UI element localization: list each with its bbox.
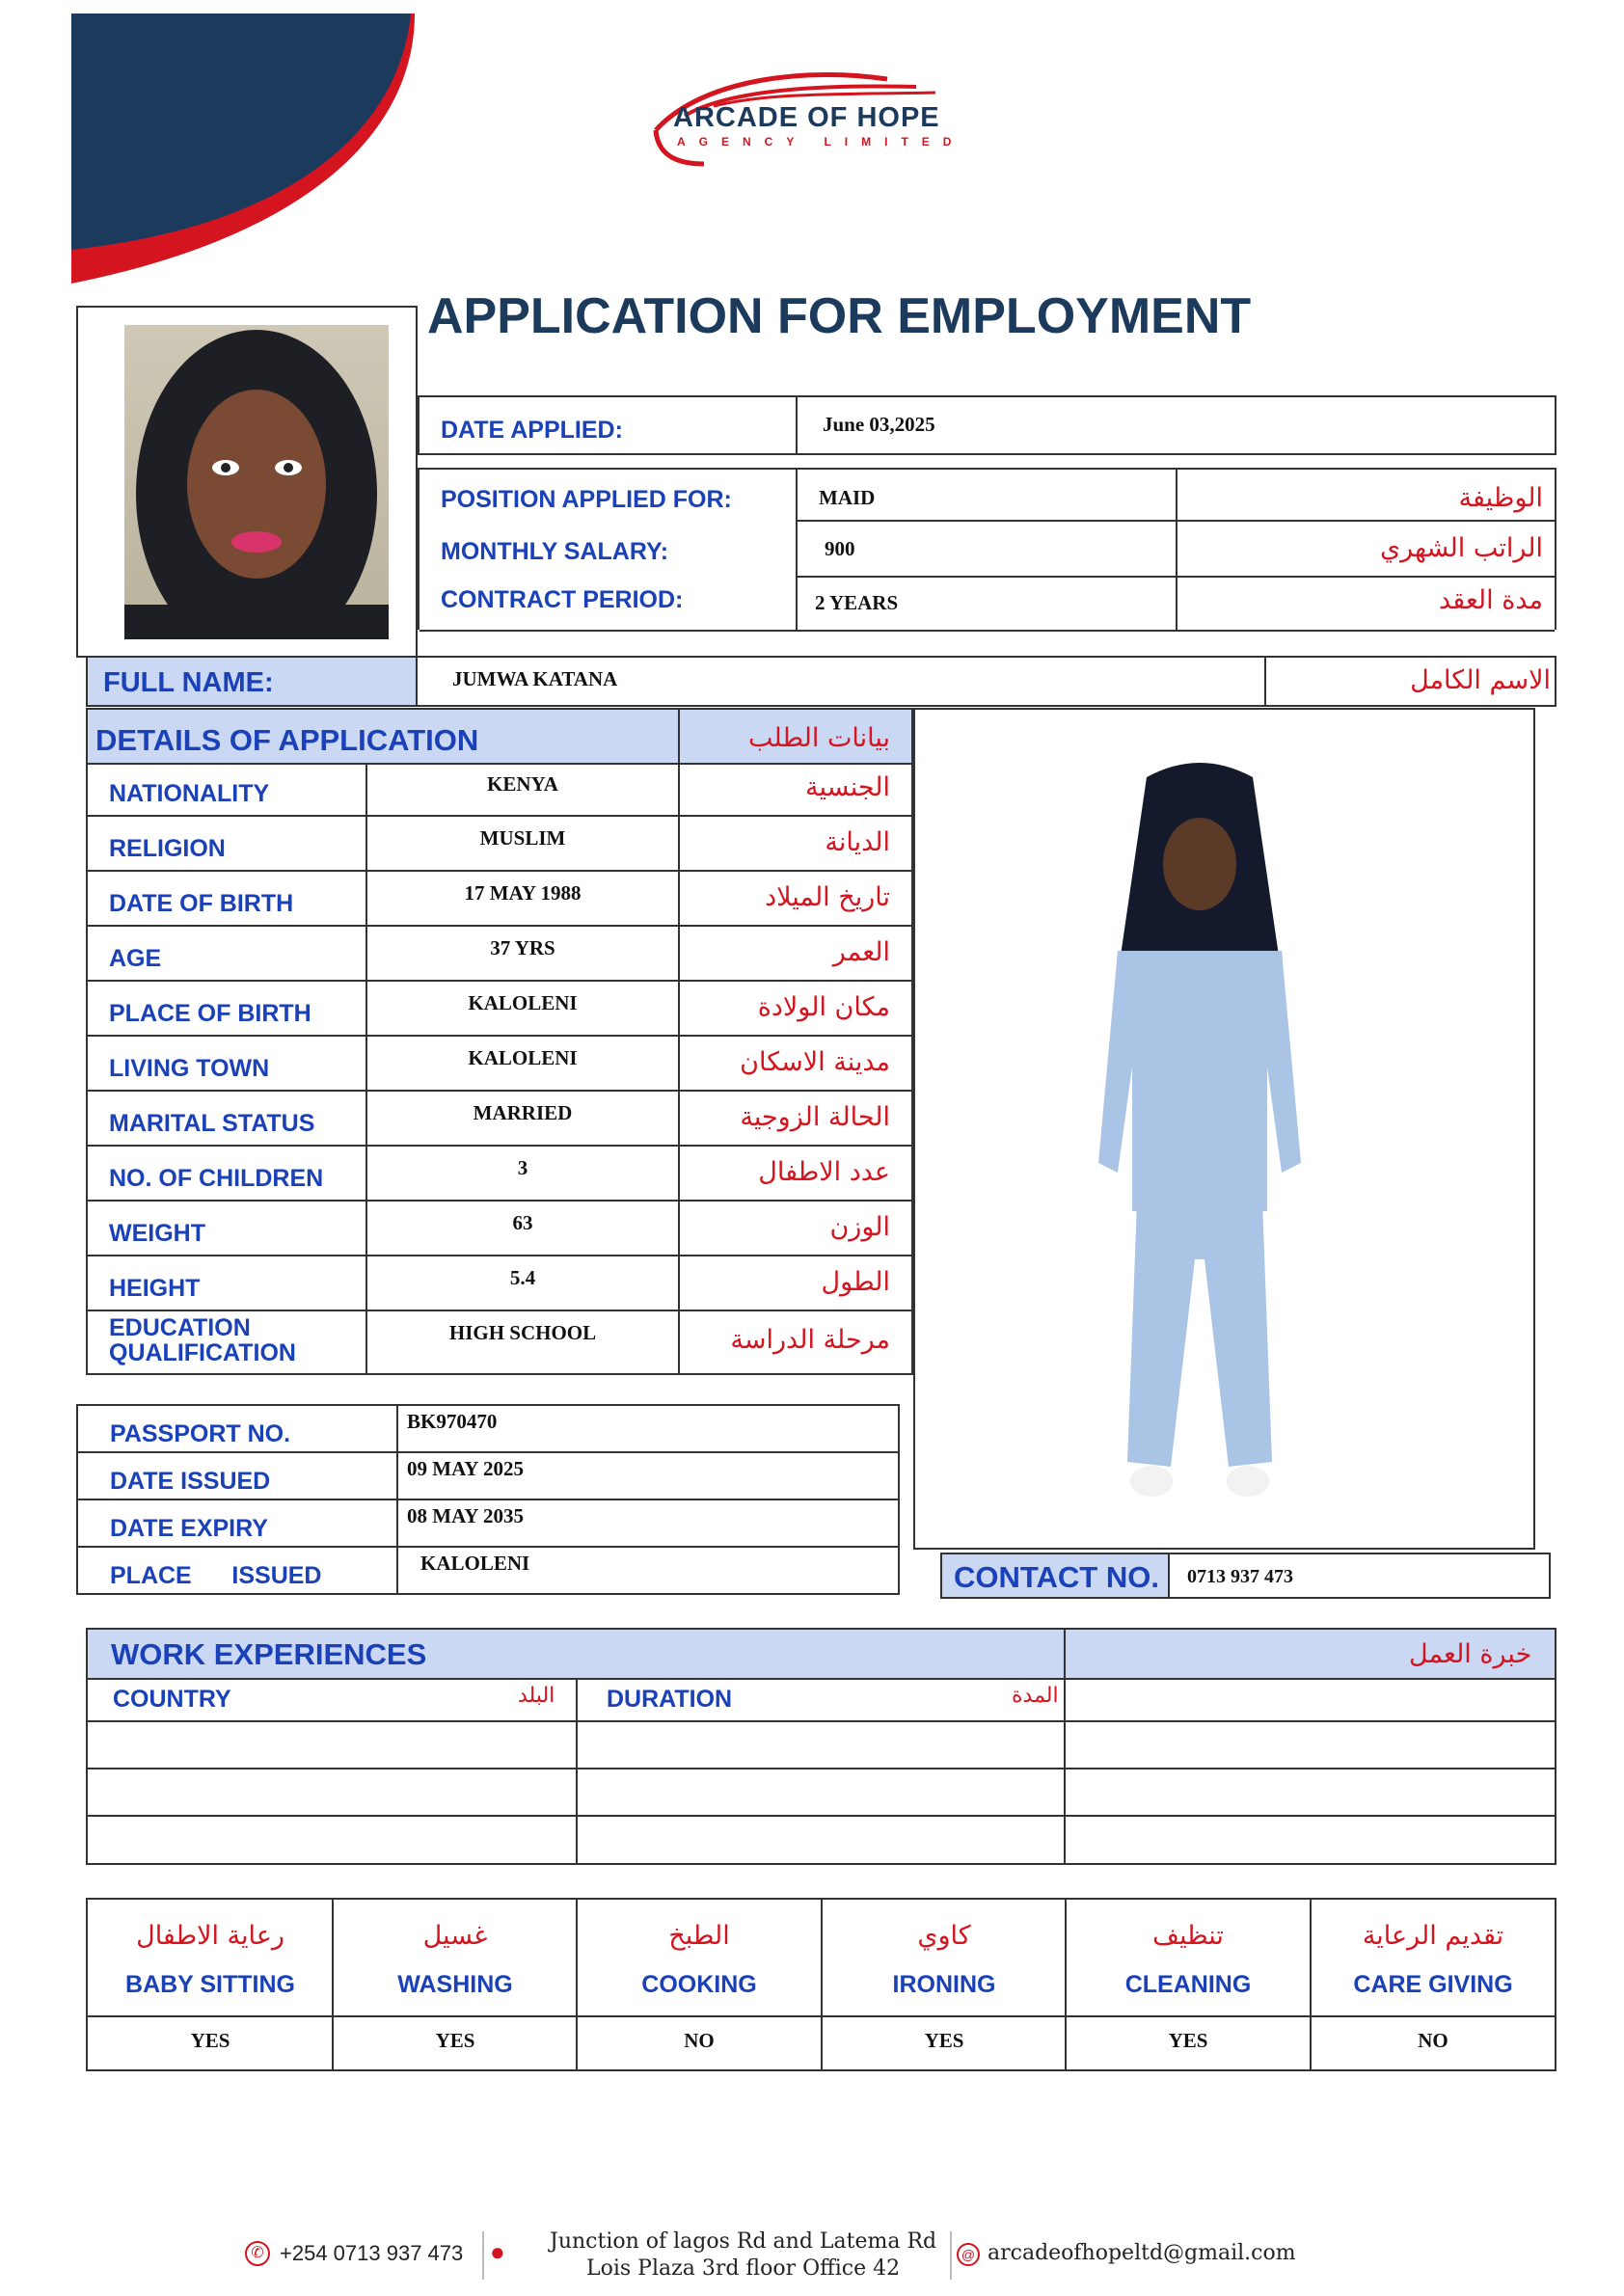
work-header: WORK EXPERIENCES xyxy=(111,1637,427,1671)
skill-value: YES xyxy=(1168,2029,1208,2052)
details-row-arabic: تاريخ الميلاد xyxy=(765,882,890,912)
details-row-arabic: مرحلة الدراسة xyxy=(730,1325,890,1355)
details-row-label: DATE OF BIRTH xyxy=(109,890,294,917)
details-row xyxy=(88,1256,911,1311)
contact-value: 0713 937 473 xyxy=(1187,1566,1293,1587)
details-row-arabic: مكان الولادة xyxy=(757,992,890,1022)
details-row-arabic: مدينة الاسكان xyxy=(740,1047,890,1077)
details-row-arabic: الوزن xyxy=(829,1212,890,1242)
details-row-value: KALOLENI xyxy=(468,1046,578,1069)
details-row-label: EDUCATION QUALIFICATION xyxy=(109,1314,296,1366)
skill-value: YES xyxy=(924,2029,964,2052)
salary-label: MONTHLY SALARY: xyxy=(441,538,669,565)
details-row-value: MARRIED xyxy=(473,1101,573,1124)
contract-arabic: مدة العقد xyxy=(1439,585,1543,615)
details-row-label: WEIGHT xyxy=(109,1220,205,1247)
date-applied-value: June 03,2025 xyxy=(823,413,935,436)
details-row-value: 5.4 xyxy=(509,1266,536,1289)
skill-cell xyxy=(1066,1900,1311,2069)
details-row-label: HEIGHT xyxy=(109,1275,201,1302)
skill-label: BABY SITTING xyxy=(125,1971,295,1998)
passport-row-label: DATE EXPIRY xyxy=(110,1515,268,1542)
details-row-label: NO. OF CHILDREN xyxy=(109,1165,324,1192)
skill-label: WASHING xyxy=(397,1971,513,1998)
position-arabic: الوظيفة xyxy=(1458,483,1543,513)
skill-value: YES xyxy=(435,2029,475,2052)
details-row-value: KENYA xyxy=(487,772,558,796)
details-row-label: LIVING TOWN xyxy=(109,1055,270,1082)
passport-row-label: PASSPORT NO. xyxy=(110,1420,291,1447)
header-decoration xyxy=(71,14,415,284)
footer xyxy=(0,2218,1624,2285)
skill-arabic: الطبخ xyxy=(668,1921,730,1951)
details-row-value: 37 YRS xyxy=(490,936,555,959)
details-row-arabic: الحالة الزوجية xyxy=(740,1102,890,1132)
details-row xyxy=(88,1202,911,1256)
details-row-value: MUSLIM xyxy=(479,826,566,850)
details-row-label: RELIGION xyxy=(109,835,226,862)
full-body-photo-frame xyxy=(913,708,1535,1550)
agency-logo xyxy=(646,68,974,174)
details-row xyxy=(88,1311,911,1373)
full-name-arabic: الاسم الكامل xyxy=(1410,665,1551,695)
skill-label: CARE GIVING xyxy=(1353,1971,1513,1998)
footer-address-line2: Lois Plaza 3rd floor Office 42 xyxy=(586,2256,901,2281)
work-header-arabic: خبرة العمل xyxy=(1409,1639,1532,1669)
portrait-photo-frame xyxy=(76,306,418,658)
skill-arabic: غسيل xyxy=(422,1921,488,1951)
details-row-label: AGE xyxy=(109,945,162,972)
details-header-arabic: بيانات الطلب xyxy=(748,723,890,753)
skill-cell xyxy=(577,1900,822,2069)
full-name-label: FULL NAME: xyxy=(103,667,274,698)
skill-label: IRONING xyxy=(892,1971,996,1998)
details-row-arabic: العمر xyxy=(832,937,890,967)
passport-row-label: PLACE ISSUED xyxy=(110,1562,322,1589)
passport-row-value: 09 MAY 2025 xyxy=(407,1457,524,1480)
details-row xyxy=(88,927,911,982)
skill-arabic: تقديم الرعاية xyxy=(1362,1921,1504,1951)
full-body-photo xyxy=(1089,758,1311,1510)
footer-email: arcadeofhopeltd@gmail.com xyxy=(988,2241,1296,2265)
skill-cell xyxy=(88,1900,333,2069)
skill-cell xyxy=(1311,1900,1556,2069)
position-value: MAID xyxy=(819,486,876,509)
details-row-value: 63 xyxy=(512,1211,533,1234)
passport-row-label: DATE ISSUED xyxy=(110,1468,271,1495)
details-row-label: MARITAL STATUS xyxy=(109,1110,315,1137)
skill-value: YES xyxy=(190,2029,230,2052)
job-info-table xyxy=(418,468,1556,630)
details-row-value: 3 xyxy=(517,1156,528,1179)
skill-value: NO xyxy=(1418,2029,1448,2052)
logo-subtitle: AGENCY LIMITED xyxy=(677,135,965,149)
details-row-arabic: الجنسية xyxy=(804,772,890,802)
contact-label: CONTACT NO. xyxy=(954,1560,1159,1594)
skill-cell xyxy=(333,1900,578,2069)
footer-phone: +254 0713 937 473 xyxy=(280,2241,464,2265)
passport-row-value: BK970470 xyxy=(407,1410,498,1433)
details-header: DETAILS OF APPLICATION xyxy=(95,723,479,757)
email-icon: @ xyxy=(957,2243,980,2266)
date-applied-label: DATE APPLIED: xyxy=(441,417,623,444)
duration-column-arabic: المدة xyxy=(1012,1684,1059,1708)
page-title: APPLICATION FOR EMPLOYMENT xyxy=(427,288,1252,344)
skill-label: COOKING xyxy=(641,1971,757,1998)
date-applied-row xyxy=(418,395,1556,455)
details-row-arabic: عدد الاطفال xyxy=(758,1157,890,1187)
details-row-arabic: الطول xyxy=(821,1267,890,1297)
country-column-header: COUNTRY xyxy=(113,1686,231,1713)
details-row xyxy=(88,1147,911,1202)
details-row xyxy=(88,763,911,817)
details-row xyxy=(88,1037,911,1092)
skill-arabic: كاوي xyxy=(917,1921,971,1951)
skill-label: CLEANING xyxy=(1124,1971,1252,1998)
details-row-arabic: الديانة xyxy=(825,827,890,857)
work-experience-table xyxy=(86,1628,1556,1865)
contract-label: CONTRACT PERIOD: xyxy=(441,586,684,613)
contract-value: 2 YEARS xyxy=(815,591,899,614)
details-row-value: 17 MAY 1988 xyxy=(464,881,582,905)
skill-cell xyxy=(822,1900,1067,2069)
details-row xyxy=(88,982,911,1037)
details-row-label: NATIONALITY xyxy=(109,780,270,807)
full-name-row xyxy=(86,656,1556,707)
duration-column-header: DURATION xyxy=(607,1686,733,1713)
logo-name: ARCADE OF HOPE xyxy=(673,102,940,133)
details-row-label: PLACE OF BIRTH xyxy=(109,1000,311,1027)
portrait-photo xyxy=(124,325,389,639)
details-row xyxy=(88,1092,911,1147)
country-column-arabic: البلد xyxy=(518,1684,555,1708)
salary-arabic: الراتب الشهري xyxy=(1379,533,1543,563)
salary-value: 900 xyxy=(825,537,855,560)
footer-address-line1: Junction of lagos Rd and Latema Rd xyxy=(550,2229,937,2254)
position-label: POSITION APPLIED FOR: xyxy=(441,486,732,513)
passport-row-value: 08 MAY 2035 xyxy=(407,1504,524,1527)
location-pin-icon: ● xyxy=(490,2237,505,2266)
phone-icon: ✆ xyxy=(245,2241,270,2266)
details-row-value: HIGH SCHOOL xyxy=(448,1321,597,1344)
skill-arabic: تنظيف xyxy=(1152,1921,1224,1951)
details-row-value: KALOLENI xyxy=(468,991,578,1014)
details-row xyxy=(88,817,911,872)
skill-arabic: رعاية الاطفال xyxy=(136,1921,284,1951)
skill-value: NO xyxy=(684,2029,715,2052)
contact-row xyxy=(940,1553,1551,1599)
details-row xyxy=(88,872,911,927)
passport-row-value: KALOLENI xyxy=(420,1552,530,1575)
full-name-value: JUMWA KATANA xyxy=(452,667,618,690)
